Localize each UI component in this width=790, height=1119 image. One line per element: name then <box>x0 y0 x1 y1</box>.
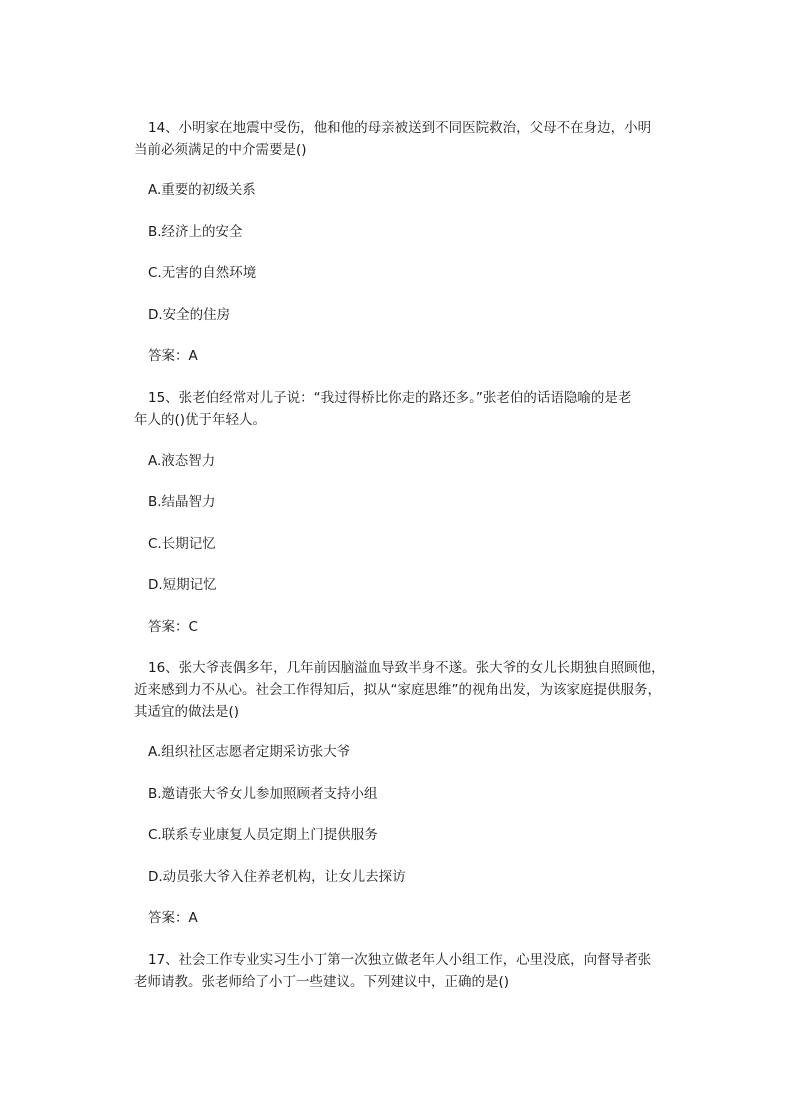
question-15-answer: 答案：C <box>148 619 198 635</box>
question-15-option-b: B.结晶智力 <box>148 494 216 510</box>
question-16-stem-line-3: 其适宜的做法是() <box>134 704 240 720</box>
question-16-option-a: A.组织社区志愿者定期采访张大爷 <box>148 744 351 760</box>
question-17-stem-line-1: 17、社会工作专业实习生小丁第一次独立做老年人小组工作，心里没底，向督导者张 <box>148 952 652 968</box>
question-14-option-c: C.无害的自然环境 <box>148 265 257 281</box>
question-14-stem-line-2: 当前必须满足的中介需要是() <box>134 142 307 158</box>
question-15-option-d: D.短期记忆 <box>148 577 217 593</box>
question-14-answer: 答案：A <box>148 348 198 364</box>
question-14-option-a: A.重要的初级关系 <box>148 182 256 198</box>
question-16-answer: 答案：A <box>148 910 198 926</box>
question-16-stem-line-2: 近来感到力不从心。社会工作得知后，拟从“家庭思维”的视角出发，为该家庭提供服务， <box>134 682 661 698</box>
question-14-option-b: B.经济上的安全 <box>148 224 243 240</box>
question-15-stem-line-2: 年人的()优于年轻人。 <box>134 412 267 428</box>
question-15-option-c: C.长期记忆 <box>148 536 216 552</box>
question-14-stem-line-1: 14、小明家在地震中受伤，他和他的母亲被送到不同医院救治，父母不在身边，小明 <box>148 120 652 136</box>
question-15-stem-line-1: 15、张老伯经常对儿子说：“我过得桥比你走的路还多。”张老伯的话语隐喻的是老 <box>148 390 632 406</box>
question-15-option-a: A.液态智力 <box>148 453 216 469</box>
question-16-stem-line-1: 16、张大爷丧偶多年，几年前因脑溢血导致半身不遂。张大爷的女儿长期独自照顾他， <box>148 660 665 676</box>
question-17-stem-line-2: 老师请教。张老师给了小丁一些建议。下列建议中，正确的是() <box>134 974 510 990</box>
question-16-option-c: C.联系专业康复人员定期上门提供服务 <box>148 827 378 843</box>
question-16-option-b: B.邀请张大爷女儿参加照顾者支持小组 <box>148 786 378 802</box>
question-14-option-d: D.安全的住房 <box>148 307 231 323</box>
question-16-option-d: D.动员张大爷入住养老机构，让女儿去探访 <box>148 869 406 885</box>
